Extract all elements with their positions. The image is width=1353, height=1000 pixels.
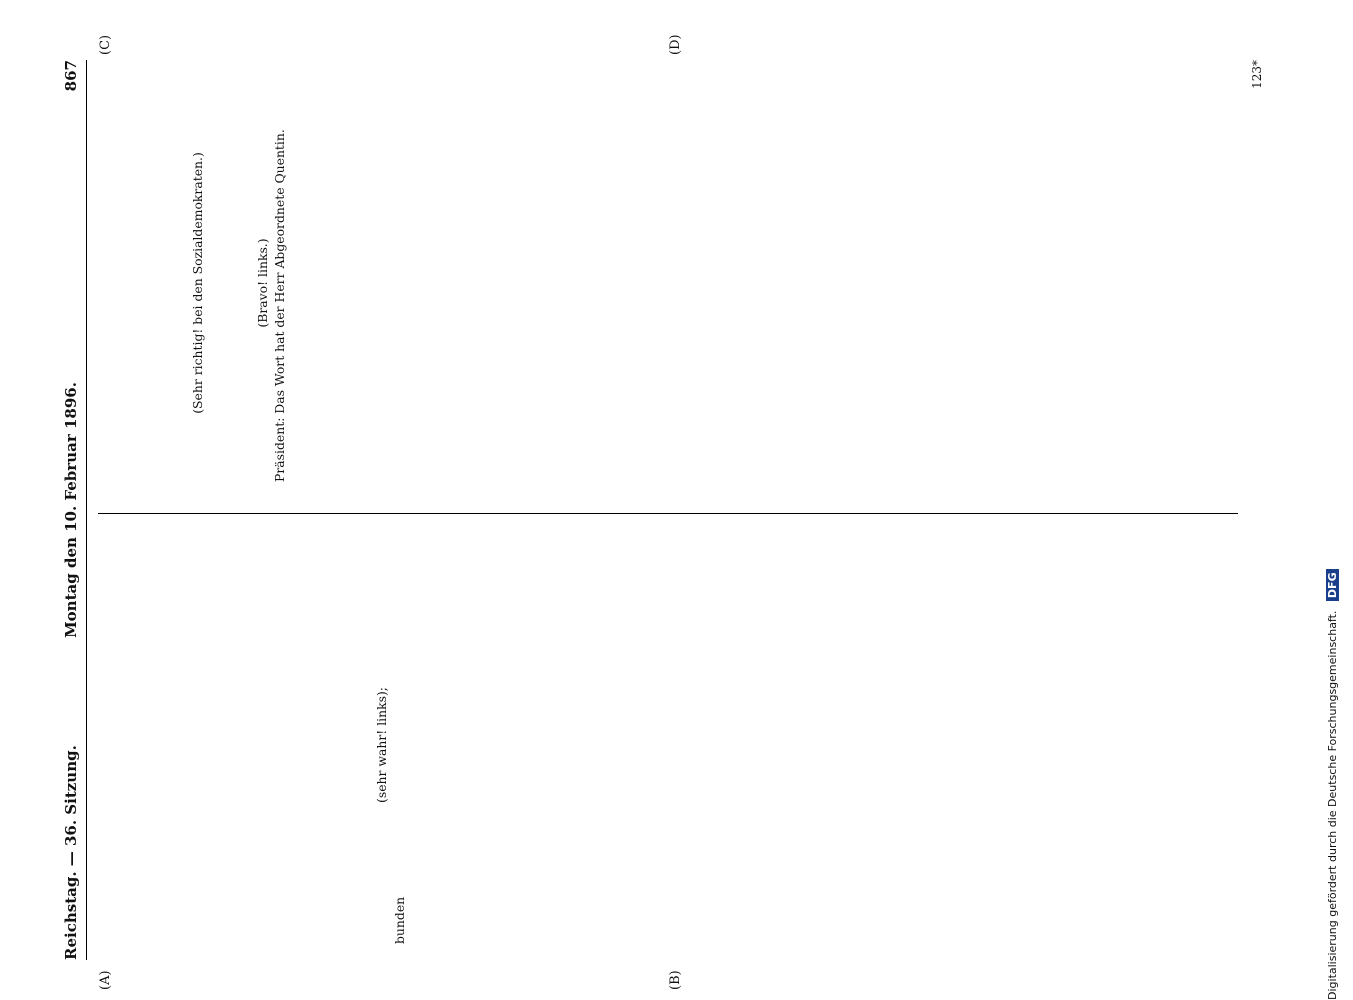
header-date: Montag den 10. Februar 1896. [62,382,80,638]
paragraph [98,68,188,498]
margin-marker-c: (C) [98,34,113,55]
left-column [98,530,1238,960]
page-frame [58,34,1298,990]
header-rule [86,60,87,960]
right-column [98,68,1238,498]
dfg-logo: DFG [1326,569,1339,601]
paragraph [429,68,519,498]
signature-mark: 123* [1250,60,1264,89]
interjection: (Sehr richtig! bei den Sozialdemokraten.) [190,152,205,414]
margin-marker-d: (D) [668,34,683,55]
paragraph [290,68,380,498]
paragraph [382,68,427,498]
header-title: Reichstag. — 36. Sitzung. [62,745,80,960]
page-header [58,60,88,960]
paragraph [190,530,280,960]
president-line: Präsident: Das Wort hat der Herr Abgeordnete Quentin. [272,129,288,482]
paragraph [98,530,188,960]
page-number: 867 [62,60,80,92]
applause-note: (sehr wahr! links); [374,687,389,803]
digitization-credit: Digitalisierung gefördert durch die Deutsche Forschungsgemeinschaft. [1326,610,1339,1000]
margin-marker-a: (A) [98,970,113,990]
column-divider [98,513,1238,514]
paragraph [282,530,372,960]
paragraph [208,68,253,498]
applause-note: (Bravo! links.) [254,238,270,328]
digitization-strip [1326,0,1348,1000]
paragraph-tail: bunden [391,896,407,944]
margin-marker-b: (B) [668,970,683,990]
